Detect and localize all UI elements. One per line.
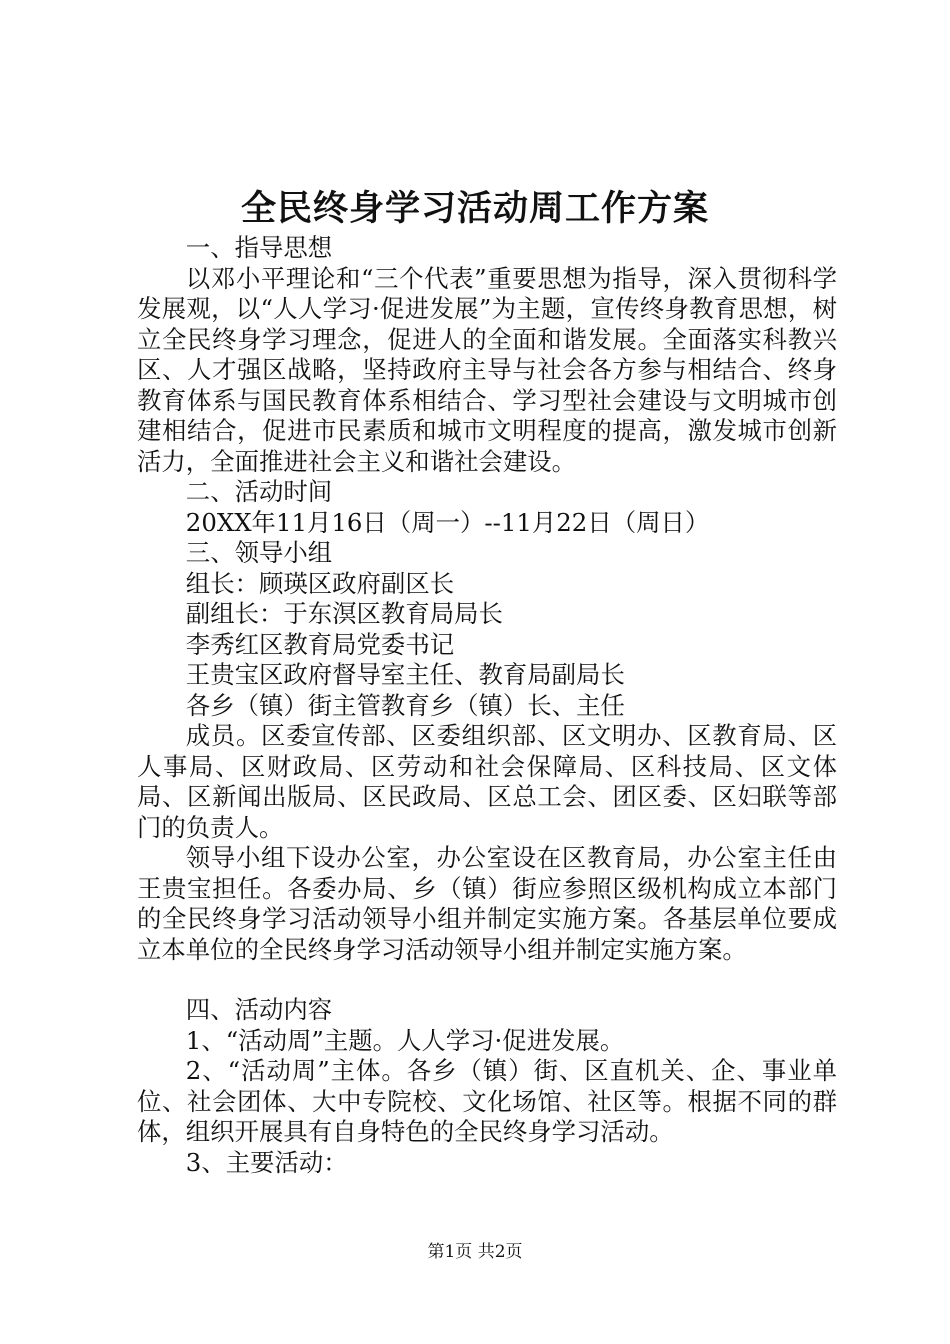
paragraph-guiding-ideology: 以邓小平理论和“三个代表”重要思想为指导，深入贯彻科学发展观，以“人人学习·促进发展”为主题，宣传终身教育思想，树立全民终身学习理念，促进人的全面和谐发展。全面落实科教兴区、人才强区战略，坚持政府主导与社会各方参与相结合、终身教育体系与国民教育体系相结合、学习型社会建设与文明城市创建相结合，促进市民素质和城市文明程度的提高，激发城市创新活力，全面推进社会主义和谐社会建设。 bbox=[137, 263, 837, 476]
section-heading-guiding-ideology: 一、指导思想 bbox=[185, 233, 333, 262]
section-heading-leading-group: 三、领导小组 bbox=[185, 538, 333, 567]
paragraph-members: 成员。区委宣传部、区委组织部、区文明办、区教育局、区人事局、区财政局、区劳动和社会保障局、区科技局、区文体局、区新闻出版局、区民政局、区总工会、团区委、区妇联等部门的负责人。 bbox=[137, 721, 837, 842]
document-title: 全民终身学习活动周工作方案 bbox=[240, 188, 709, 229]
activity-time-text: 20XX年11月16日（周一）--11月22日（周日） bbox=[185, 507, 710, 537]
deputy-member-line-1: 李秀红区教育局党委书记 bbox=[185, 629, 455, 659]
document-body bbox=[137, 233, 837, 1178]
paragraph-spacer bbox=[137, 965, 837, 995]
deputy-member-line-3: 各乡（镇）街主管教育乡（镇）长、主任 bbox=[185, 690, 625, 720]
section-heading-activity-time: 二、活动时间 bbox=[185, 477, 333, 506]
deputy-member-line-2: 王贵宝区政府督导室主任、教育局副局长 bbox=[185, 660, 625, 689]
section-heading-activity-content: 四、活动内容 bbox=[185, 995, 333, 1024]
page-footer: 第1页 共2页 bbox=[427, 1242, 523, 1262]
activity-item-3: 3、主要活动： bbox=[185, 1147, 348, 1177]
activity-item-1: 1、“活动周”主题。人人学习·促进发展。 bbox=[185, 1025, 625, 1055]
group-leader-line: 组长：顾瑛区政府副区长 bbox=[185, 568, 455, 598]
activity-item-2: 2、“活动周”主体。各乡（镇）街、区直机关、企、事业单位、社会团体、大中专院校、文化场馆、社区等。根据不同的群体，组织开展具有自身特色的全民终身学习活动。 bbox=[137, 1056, 837, 1146]
deputy-leader-line: 副组长：于东溟区教育局局长 bbox=[185, 599, 503, 628]
paragraph-office: 领导小组下设办公室，办公室设在区教育局，办公室主任由王贵宝担任。各委办局、乡（镇）街应参照区级机构成立本部门的全民终身学习活动领导小组并制定实施方案。各基层单位要成立本单位的全民终身学习活动领导小组并制定实施方案。 bbox=[137, 843, 837, 964]
